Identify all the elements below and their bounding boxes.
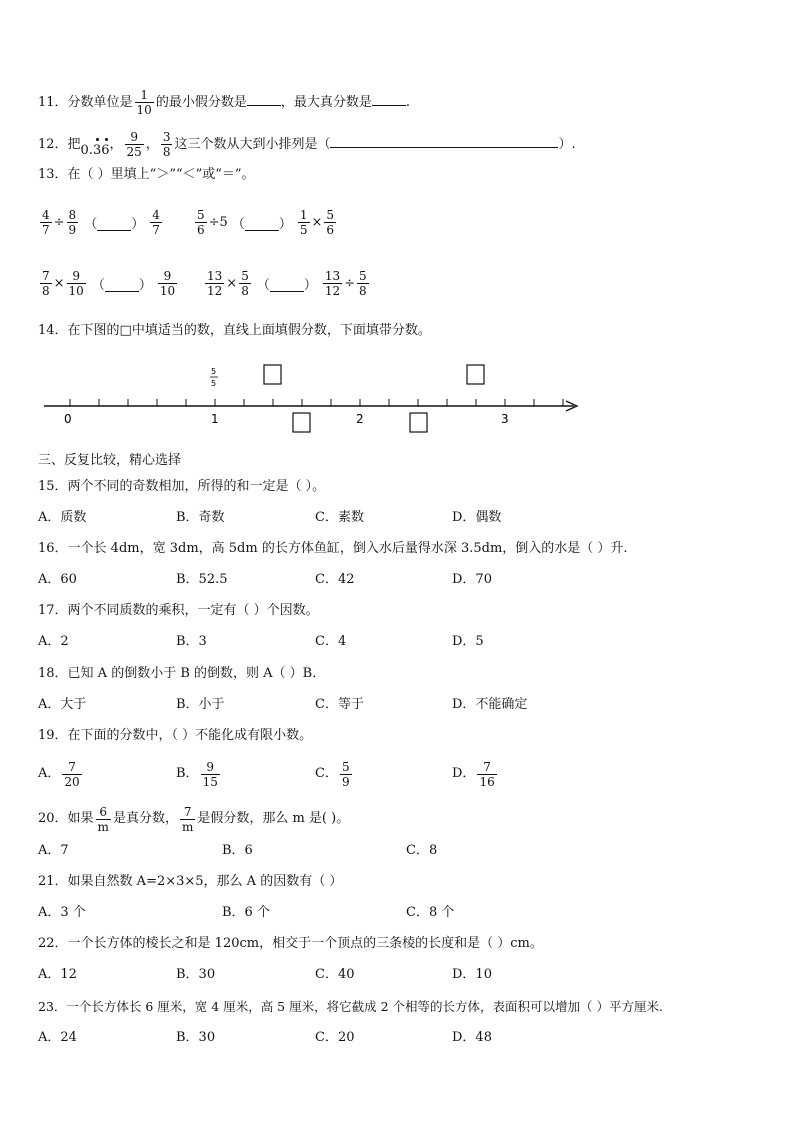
option-a[interactable]: A． 7 20 xyxy=(38,759,80,789)
q12-answer-blank[interactable] xyxy=(330,147,558,148)
option-a[interactable]: A．24 xyxy=(38,1030,77,1045)
option-c[interactable]: C．素数 xyxy=(315,510,364,525)
question-19: 19．在下面的分数中，（ ）不能化成有限小数。 xyxy=(38,728,313,743)
option-a[interactable]: A．质数 xyxy=(38,510,87,525)
q11-fraction: $\frac{1}{10}$ xyxy=(136,88,152,117)
number-line-ticks xyxy=(70,399,563,406)
question-13: 13．在（ ）里填上“＞”“＜”或“＝”。 xyxy=(38,167,255,182)
question-16: 16．一个长 4dm，宽 3dm，高 5dm 的长方体鱼缸，倒入水后量得水深 3.5dm，倒入的水是（ ）升. xyxy=(38,541,628,556)
option-d[interactable]: D．10 xyxy=(452,967,492,982)
q18-options xyxy=(38,696,758,714)
question-22: 22．一个长方体的棱长之和是 120cm，相交于一个顶点的三条棱的长度和是（ ）cm。 xyxy=(38,936,543,951)
q21-options xyxy=(38,904,758,922)
option-b[interactable]: B．3 xyxy=(176,634,207,649)
question-23: 23．一个长方体长 6 厘米，宽 4 厘米，高 5 厘米，将它截成 2 个相等的长方体，表面积可以增加（ ）平方厘米. xyxy=(38,999,663,1014)
q12-fraction-2: $\frac{3}{8}$ xyxy=(162,130,171,159)
option-b[interactable]: B．6 xyxy=(222,843,253,858)
question-17: 17．两个不同质数的乘积，一定有（ ）个因数。 xyxy=(38,603,319,618)
q13-row-2: $\frac{7}{8}$ × $\frac{9}{10}$ （ ） 9 10 $\frac{13}{12}$ × $\frac{5}{8}$ （ ） $\frac{13}{12}$ ÷ $\frac{5}{8}$ xyxy=(42,268,367,298)
tick-label-3: 3 xyxy=(501,412,509,426)
option-b[interactable]: B．30 xyxy=(176,1030,216,1045)
q13-blank-4[interactable]: （ ） xyxy=(256,277,317,293)
question-18: 18．已知 A 的倒数小于 B 的倒数，则 A（ ）B． xyxy=(38,666,326,681)
tick-label-0: 0 xyxy=(64,412,72,426)
option-d[interactable]: D．不能确定 xyxy=(452,697,528,712)
q13-blank-3[interactable]: （ ） xyxy=(91,277,152,293)
question-15: 15．两个不同的奇数相加，所得的和一定是（ ）。 xyxy=(38,479,326,494)
answer-box-above-2[interactable] xyxy=(467,365,484,384)
q23-options xyxy=(38,1029,758,1047)
answer-box-below-2[interactable] xyxy=(410,413,427,432)
q22-options xyxy=(38,966,758,984)
question-12: 12．把0.36 ， $\frac{9}{25}$ ， $\frac{3}{8}$ 这三个数从大到小排列是（ ）. xyxy=(38,130,576,159)
option-a[interactable]: A．7 xyxy=(38,843,69,858)
q13-blank-2[interactable]: （ ） xyxy=(231,216,292,232)
answer-box-below-1[interactable] xyxy=(293,413,310,432)
option-c[interactable]: C．等于 xyxy=(315,697,364,712)
option-d[interactable]: D．偶数 xyxy=(452,510,502,525)
option-c[interactable]: C．8 个 xyxy=(406,905,455,920)
option-d[interactable]: D．5 xyxy=(452,634,484,649)
option-a[interactable]: A．60 xyxy=(38,572,77,587)
option-d[interactable]: D． 7 16 xyxy=(452,759,495,789)
section-3-heading: 三、反复比较，精心选择 xyxy=(38,453,182,468)
question-20: 20．如果 6 m 是真分数， 7 m 是假分数，那么 m 是( )。 xyxy=(38,804,350,834)
label-fraction-numerator: 5 xyxy=(211,367,217,376)
tick-label-1: 1 xyxy=(211,412,219,426)
q20-options xyxy=(38,842,758,860)
question-21: 21．如果自然数 A=2×3×5，那么 A 的因数有（ ） xyxy=(38,874,343,889)
q11-pre: 11．分数单位是 xyxy=(38,95,133,110)
option-a[interactable]: A．12 xyxy=(38,967,77,982)
option-a[interactable]: A．2 xyxy=(38,634,69,649)
q11-answer-blank-1[interactable] xyxy=(247,105,281,106)
option-c[interactable]: C． 5 9 xyxy=(315,759,350,789)
label-fraction-denominator: 5 xyxy=(211,379,217,388)
option-b[interactable]: B．52.5 xyxy=(176,572,228,587)
question-14: 14．在下图的□中填适当的数，直线上面填假分数，下面填带分数。 xyxy=(38,323,431,338)
option-b-fraction: 9 15 xyxy=(202,759,218,789)
option-c[interactable]: C．4 xyxy=(315,634,347,649)
q11-answer-blank-2[interactable] xyxy=(372,105,406,106)
q16-options xyxy=(38,571,758,589)
q19-options xyxy=(38,755,758,793)
q15-options xyxy=(38,509,758,527)
option-b[interactable]: B．小于 xyxy=(176,697,225,712)
q13-blank-1[interactable]: （ ） xyxy=(84,216,145,232)
q13-row-1: $\frac{4}{7}$ ÷ $\frac{8}{9}$ （ ） 4 7 $\frac{5}{6}$ ÷ 5 （ ） $\frac{1}{5}$ × $\frac{5}{6}$ xyxy=(42,207,335,237)
number-line xyxy=(0,360,794,440)
option-b[interactable]: B．30 xyxy=(176,967,216,982)
q17-options xyxy=(38,633,758,651)
option-b[interactable]: B．奇数 xyxy=(176,510,225,525)
tick-label-2: 2 xyxy=(356,412,364,426)
q20-fraction-1: 6 m xyxy=(97,804,109,834)
option-d[interactable]: D．70 xyxy=(452,572,492,587)
option-a[interactable]: A．大于 xyxy=(38,697,87,712)
option-c[interactable]: C．8 xyxy=(406,843,438,858)
option-a[interactable]: A．3 个 xyxy=(38,905,86,920)
option-b[interactable]: B． 9 15 xyxy=(176,759,218,789)
question-11: 11．分数单位是 $\frac{1}{10}$ 的最小假分数是 ，最大真分数是 . xyxy=(38,88,410,117)
option-a-fraction: 7 20 xyxy=(64,759,80,789)
option-c[interactable]: C．20 xyxy=(315,1030,355,1045)
q12-fraction-1: $\frac{9}{25}$ xyxy=(126,130,142,159)
answer-box-above-1[interactable] xyxy=(264,365,281,384)
option-d[interactable]: D．48 xyxy=(452,1030,492,1045)
option-d-fraction: 7 16 xyxy=(479,759,495,789)
option-c[interactable]: C．40 xyxy=(315,967,355,982)
option-b[interactable]: B．6 个 xyxy=(222,905,270,920)
option-c[interactable]: C．42 xyxy=(315,572,355,587)
option-c-fraction: 5 9 xyxy=(341,759,350,789)
q12-recurring-decimal: 0.36 xyxy=(81,142,110,160)
q20-fraction-2: 7 m xyxy=(181,804,194,834)
